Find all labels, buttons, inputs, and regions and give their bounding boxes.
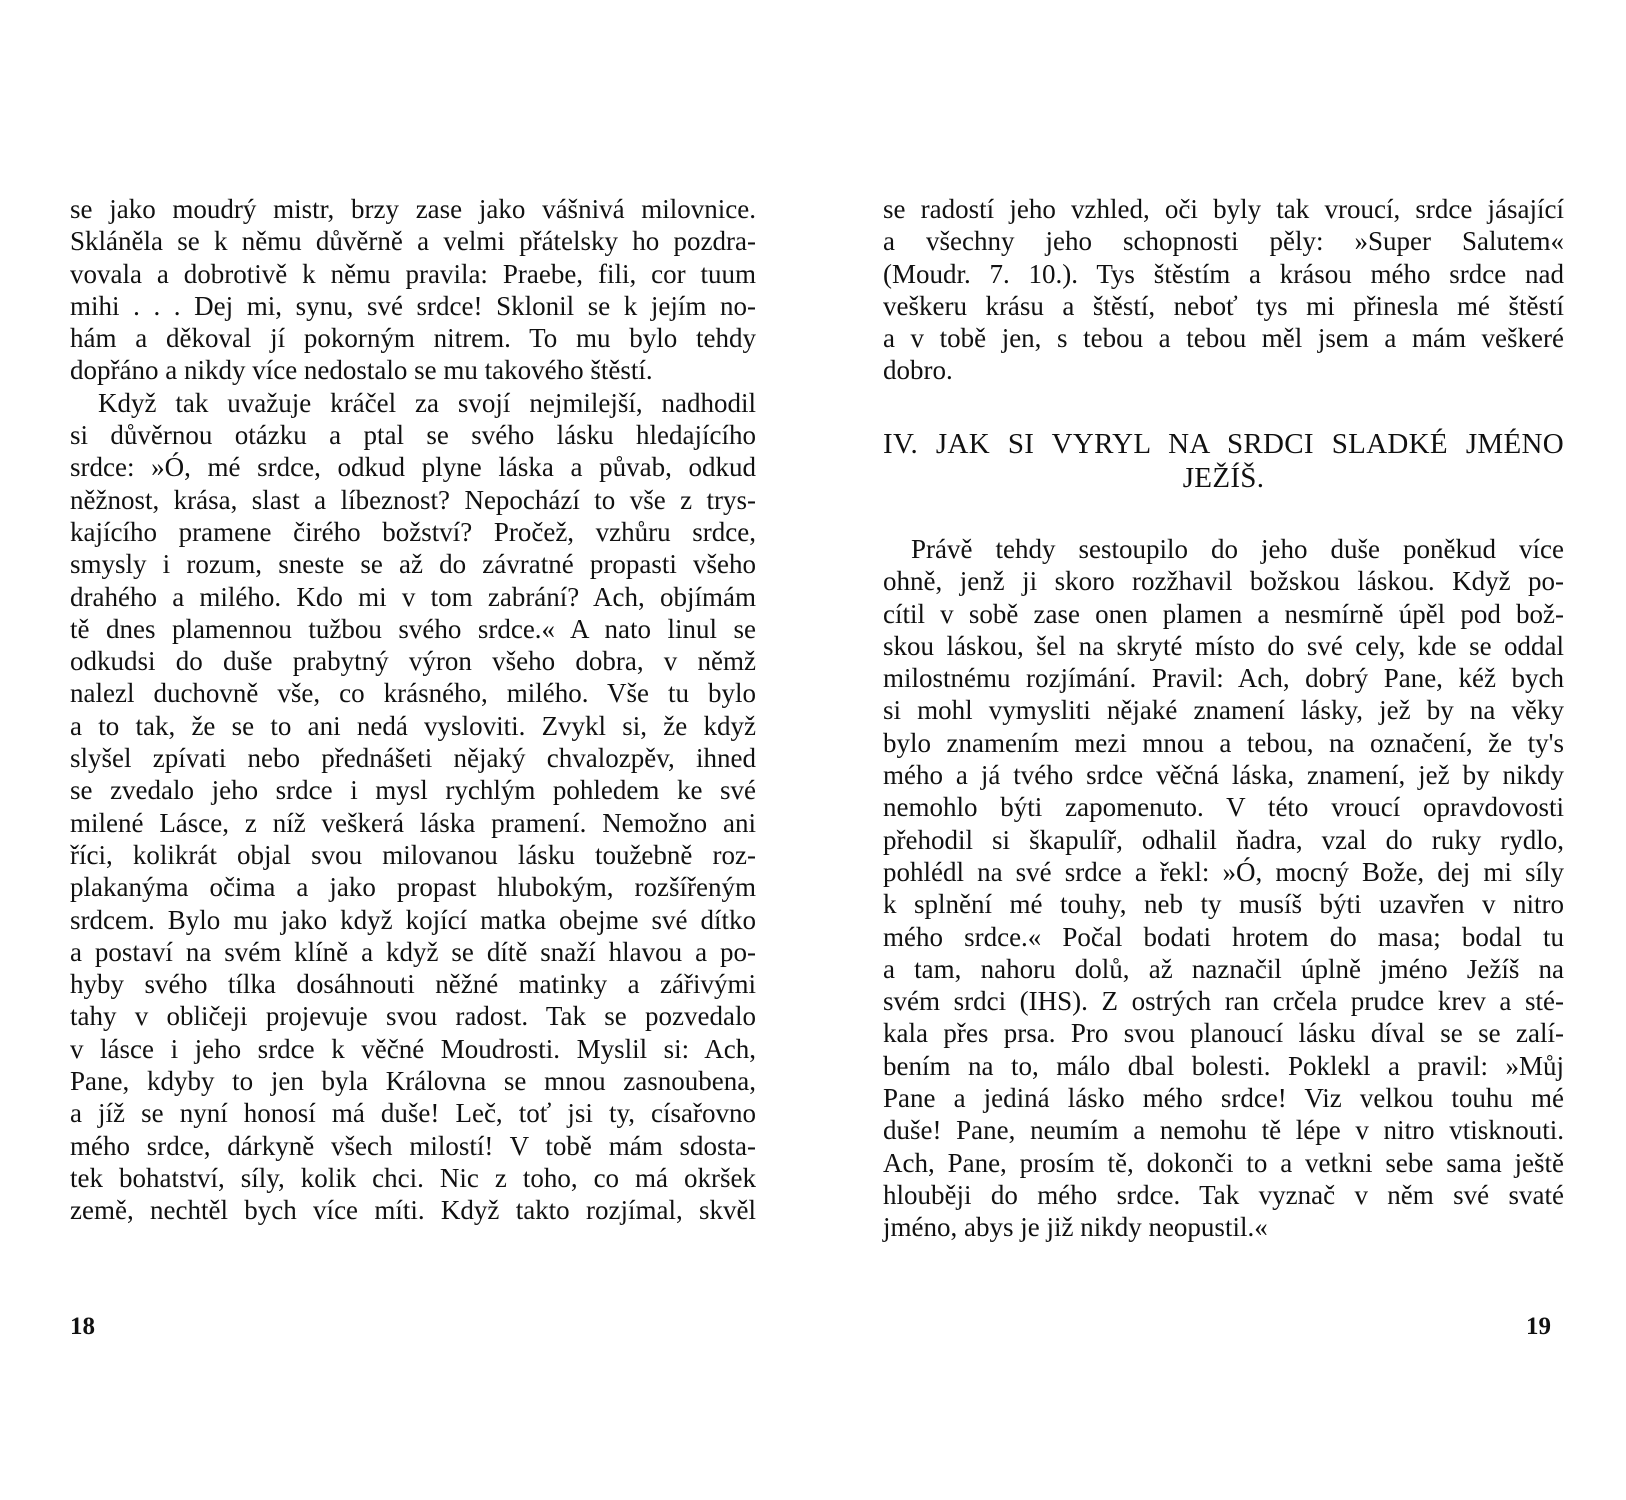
text-line: hám a děkoval jí pokorným nitrem. To mu bylo tehdy — [70, 323, 756, 354]
text-line: dobro. — [883, 355, 953, 386]
text-line: Pane a jediná lásko mého srdce! Viz velkou touhu mé — [883, 1083, 1564, 1114]
text-line: mého srdce.« Počal bodati hrotem do masa; bodal tu — [883, 921, 1564, 952]
text-line: nemohlo býti zapomenuto. V této vroucí opravdovosti — [883, 792, 1564, 823]
text-line: si důvěrnou otázku a ptal se svého lásku hledajícího — [70, 420, 756, 451]
chapter-heading-line-2: JEŽÍŠ. — [1182, 462, 1265, 494]
text-line: hlouběji do mého srdce. Tak vyznač v něm své svaté — [883, 1179, 1564, 1210]
text-line: a postaví na svém klíně a když se dítě snaží hlavou a po- — [70, 936, 756, 967]
text-line: plakanýma očima a jako propast hlubokým, rozšířeným — [70, 872, 756, 903]
text-line: Když tak uvažuje kráčel za svojí nejmilejší, nadhodil — [98, 387, 756, 418]
text-line: a v tobě jen, s tebou a tebou měl jsem a mám veškeré — [883, 323, 1564, 354]
text-line: drahého a milého. Kdo mi v tom zabrání? Ach, objímám — [70, 581, 756, 612]
text-line: a to tak, že se to ani nedá vysloviti. Zvykl si, že když — [70, 710, 756, 741]
text-line: v lásce i jeho srdce k věčné Moudrosti. Myslil si: Ach, — [70, 1033, 756, 1064]
text-line: tě dnes plamennou tužbou svého srdce.« A nato linul se — [70, 613, 756, 644]
text-line: dopřáno a nikdy více nedostalo se mu takového štěstí. — [70, 355, 653, 386]
text-line: a jíž se nyní honosí má duše! Leč, toť jsi ty, císařovno — [70, 1098, 756, 1129]
text-line: srdcem. Bylo mu jako když kojící matka obejme své dítko — [70, 904, 756, 935]
text-line: odkudsi do duše prabytný výron všeho dobra, v němž — [70, 646, 756, 677]
left-page-text — [70, 193, 756, 1227]
text-line: duše! Pane, neumím a nemohu tě lépe v nitro vtisknouti. — [883, 1115, 1564, 1146]
text-line: veškeru krásu a štěstí, neboť tys mi přinesla mé štěstí — [883, 290, 1564, 321]
chapter-heading-line-1: IV. JAK SI VYRYL NA SRDCI SLADKÉ JMÉNO — [883, 428, 1564, 460]
text-line: ohně, jenž ji skoro rozžhavil božskou láskou. Když po- — [883, 566, 1564, 597]
text-line: kala přes prsa. Pro svou planoucí lásku díval se se zalí- — [883, 1018, 1564, 1049]
text-line: hyby svého tílka dosáhnouti něžné matinky a zářivými — [70, 969, 756, 1000]
text-line: si mohl vymysliti nějaké znamení lásky, jež by na věky — [883, 695, 1564, 726]
text-line: se zvedalo jeho srdce i mysl rychlým pohledem ke své — [70, 775, 756, 806]
text-line: nalezl duchovně vše, co krásného, milého. Vše tu bylo — [70, 678, 756, 709]
text-line: mihi . . . Dej mi, synu, své srdce! Sklonil se k jejím no- — [70, 290, 756, 321]
text-line: říci, kolikrát objal svou milovanou lásku toužebně roz- — [70, 839, 756, 870]
text-line: smysly i rozum, sneste se až do závratné propasti všeho — [70, 549, 756, 580]
text-line: (Moudr. 7. 10.). Tys štěstím a krásou mého srdce nad — [883, 258, 1564, 289]
text-line: kajícího pramene čirého božství? Pročež, vzhůru srdce, — [70, 516, 756, 547]
text-line: mého srdce, dárkyně všech milostí! V tobě mám sdosta- — [70, 1130, 756, 1161]
page-number-right: 19 — [1526, 1313, 1551, 1340]
text-line: mého a já tvého srdce věčná láska, znamení, jež by nikdy — [883, 760, 1564, 791]
text-line: Právě tehdy sestoupilo do jeho duše poněkud více — [911, 534, 1564, 564]
text-line: se jako moudrý mistr, brzy zase jako vášnivá milovnice. — [70, 194, 756, 224]
text-line: něžnost, krása, slast a líbeznost? Nepochází to vše z trys- — [70, 484, 756, 515]
right-page-intro-text — [883, 193, 1564, 387]
text-line: země, nechtěl bych více míti. Když takto rozjímal, skvěl — [70, 1195, 756, 1226]
text-line: a tam, nahoru dolů, až naznačil úplně jméno Ježíš na — [883, 953, 1564, 984]
text-line: milostnému rozjímání. Pravil: Ach, dobrý Pane, kéž bych — [883, 663, 1564, 694]
text-line: slyšel zpívati nebo přednášeti nějaký chvalozpěv, ihned — [70, 743, 756, 774]
text-line: a všechny jeho schopnosti pěly: »Super Salutem« — [883, 226, 1564, 257]
text-line: cítil v sobě zase onen plamen a nesmírně úpěl pod bož- — [883, 598, 1564, 629]
text-line: tahy v obličeji projevuje svou radost. Tak se pozvedalo — [70, 1001, 756, 1032]
text-line: k splnění mé touhy, neb ty musíš býti uzavřen v nitro — [883, 889, 1564, 920]
page-number-left: 18 — [70, 1313, 95, 1340]
text-line: skou láskou, šel na skryté místo do své cely, kde se oddal — [883, 630, 1564, 661]
right-page — [813, 0, 1626, 1500]
text-line: vovala a dobrotivě k němu pravila: Praebe, fili, cor tuum — [70, 258, 756, 289]
right-page-chapter-text — [883, 533, 1564, 1244]
text-line: bylo znamením mezi mnou a tebou, na označení, že ty's — [883, 727, 1564, 758]
text-line: srdce: »Ó, mé srdce, odkud plyne láska a půvab, odkud — [70, 452, 756, 483]
text-line: Skláněla se k němu důvěrně a velmi přátelsky ho pozdra- — [70, 226, 756, 257]
text-line: svém srdci (IHS). Z ostrých ran crčela prudce krev a sté- — [883, 986, 1564, 1017]
chapter-heading — [883, 427, 1564, 495]
text-line: přehodil si škapulíř, odhalil ňadra, vzal do ruky rydlo, — [883, 824, 1564, 855]
text-line: tek bohatství, síly, kolik chci. Nic z toho, co má okršek — [70, 1162, 756, 1193]
text-line: milené Lásce, z níž veškerá láska pramení. Nemožno ani — [70, 807, 756, 838]
text-line: Ach, Pane, prosím tě, dokonči to a vetkni sebe sama ještě — [883, 1147, 1564, 1178]
text-line: jméno, abys je již nikdy neopustil.« — [883, 1212, 1268, 1243]
text-line: Pane, kdyby to jen byla Královna se mnou zasnoubena, — [70, 1066, 756, 1097]
text-line: pohlédl na své srdce a řekl: »Ó, mocný Bože, dej mi síly — [883, 856, 1564, 887]
text-line: bením na to, málo dbal bolesti. Poklekl a pravil: »Můj — [883, 1050, 1564, 1081]
text-line: se radostí jeho vzhled, oči byly tak vroucí, srdce jásající — [883, 194, 1564, 224]
